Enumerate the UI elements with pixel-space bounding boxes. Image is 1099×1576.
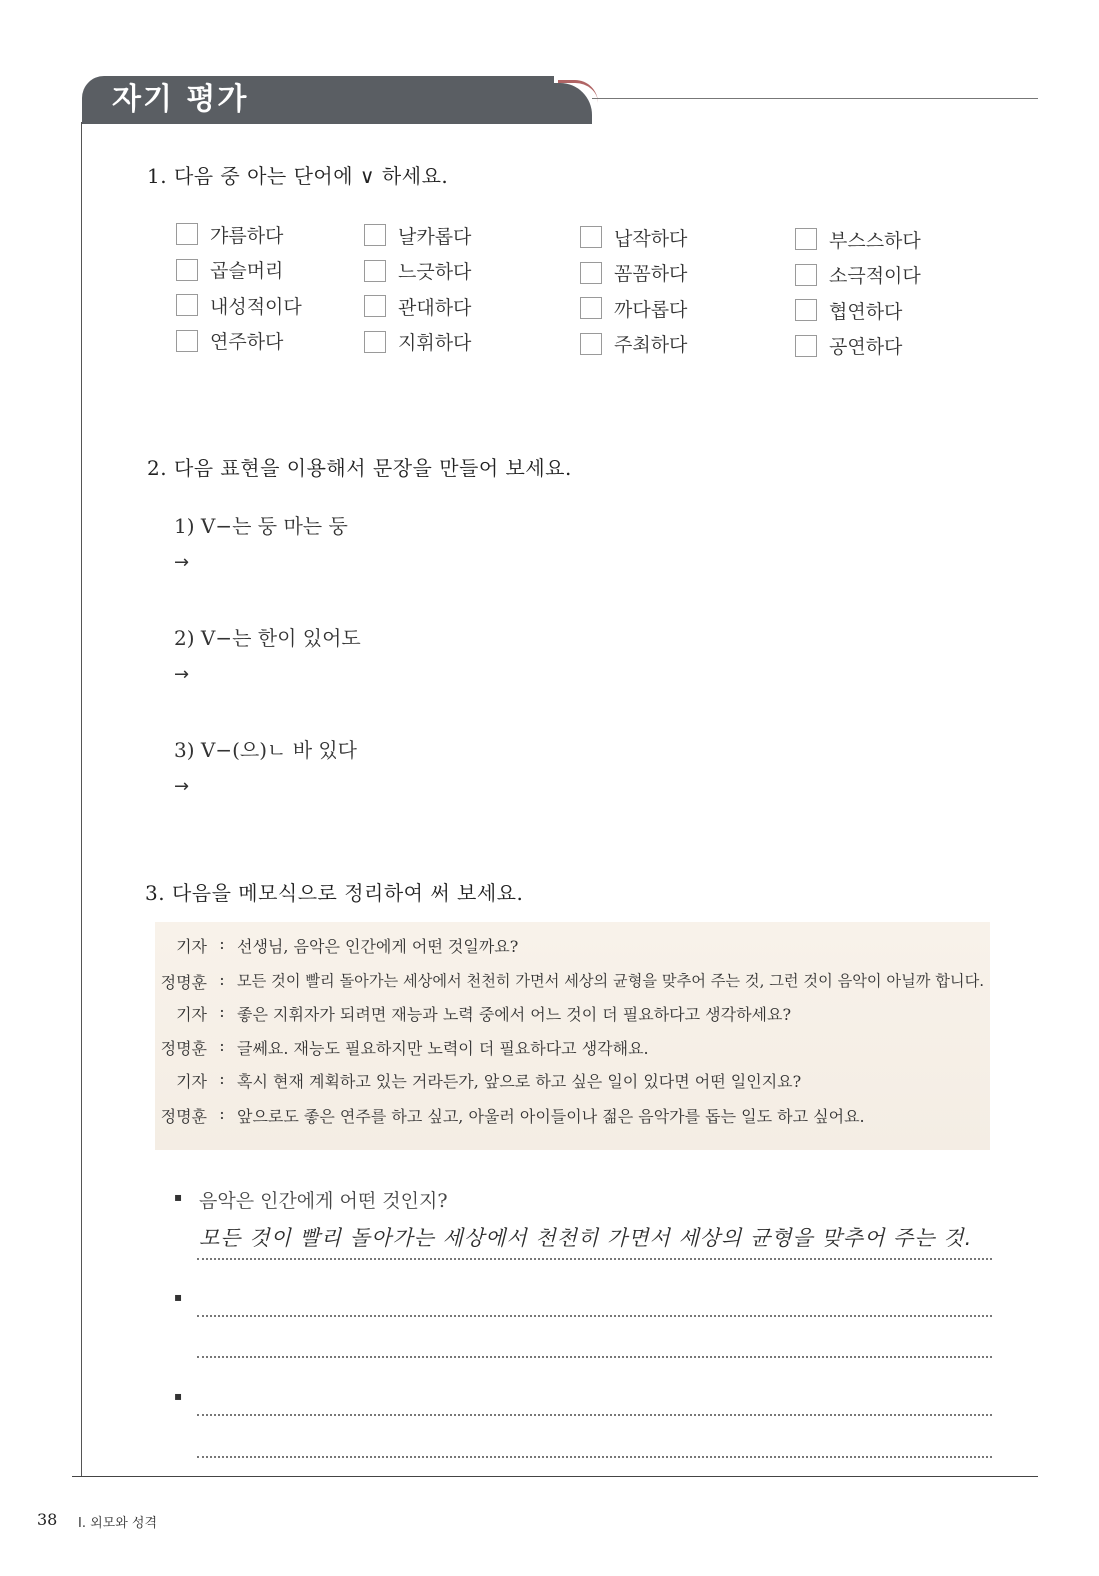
interview-dialogue-box [155, 922, 990, 1150]
checkbox[interactable] [795, 264, 817, 286]
word-label: 꼼꼼하다 [614, 263, 688, 285]
arrow-icon: → [174, 664, 190, 685]
word-option[interactable] [176, 219, 302, 249]
expression-3: 3) V−(으)ㄴ 바 있다 [174, 738, 358, 762]
colon: : [219, 1002, 225, 1021]
word-option[interactable] [580, 293, 687, 323]
word-option[interactable] [580, 222, 687, 252]
word-column-2 [364, 220, 471, 357]
speaker-name: 정명훈 [160, 973, 207, 992]
memo-line[interactable] [197, 1315, 992, 1317]
checkbox[interactable] [364, 331, 386, 353]
question-1-heading: 1. 다음 중 아는 단어에 ∨ 하세요. [147, 164, 449, 188]
left-margin-rule [81, 122, 82, 1477]
word-label: 협연하다 [829, 300, 903, 323]
page-number: 38 [37, 1510, 58, 1529]
dialogue-text: 글쎄요. 재능도 필요하지만 노력이 더 필요하다고 생각해요. [237, 1039, 649, 1058]
word-label: 곱슬머리 [210, 260, 284, 282]
expression-2: 2) V−는 한이 있어도 [174, 626, 361, 650]
checkbox[interactable] [580, 262, 602, 284]
word-option[interactable] [176, 326, 302, 356]
speaker-name: 기자 [176, 937, 207, 956]
word-option[interactable] [580, 329, 687, 359]
checkbox[interactable] [176, 330, 198, 352]
word-label: 납작하다 [614, 227, 688, 250]
arrow-icon: → [174, 552, 190, 573]
colon: : [219, 934, 225, 953]
word-option[interactable] [795, 224, 921, 254]
memo-line[interactable] [197, 1356, 992, 1358]
bullet-icon: ▪ [174, 1389, 183, 1403]
dialogue-text: 혹시 현재 계획하고 있는 거라든가, 앞으로 하고 싶은 일이 있다면 어떤 일인지요? [237, 1072, 802, 1091]
word-label: 관대하다 [398, 296, 472, 319]
bottom-rule [72, 1476, 1038, 1477]
checkbox[interactable] [795, 335, 817, 357]
checkbox[interactable] [580, 333, 602, 355]
dialogue-line [155, 934, 518, 957]
dialogue-text: 모든 것이 빨리 돌아가는 세상에서 천천히 가면서 세상의 균형을 맞추어 주는 것, 그런 것이 음악이 아닐까 합니다. [237, 972, 985, 990]
dialogue-text: 좋은 지휘자가 되려면 재능과 노력 중에서 어느 것이 더 필요하다고 생각하세요? [237, 1005, 792, 1024]
memo-answer-handwritten[interactable]: 모든 것이 빨리 돌아가는 세상에서 천천히 가면서 세상의 균형을 맞추어 주는 것. [199, 1226, 973, 1250]
checkbox[interactable] [364, 260, 386, 282]
memo-line[interactable] [197, 1456, 992, 1458]
speaker-name: 기자 [176, 1005, 207, 1024]
dialogue-text: 앞으로도 좋은 연주를 하고 싶고, 아울러 아이들이나 젊은 음악가를 돕는 일도 하고 싶어요. [237, 1107, 865, 1126]
dialogue-text: 선생님, 음악은 인간에게 어떤 것일까요? [237, 937, 519, 956]
word-label: 날카롭다 [398, 225, 472, 248]
word-option[interactable] [580, 258, 687, 288]
word-option[interactable] [795, 331, 921, 361]
word-option[interactable] [364, 291, 471, 321]
word-option[interactable] [176, 290, 302, 320]
dialogue-line [155, 1036, 649, 1059]
checkbox[interactable] [580, 297, 602, 319]
word-label: 내성적이다 [210, 295, 302, 318]
colon: : [219, 1069, 225, 1088]
checkbox[interactable] [795, 228, 817, 250]
bullet-icon: ▪ [174, 1290, 183, 1304]
word-column-4 [795, 224, 921, 361]
word-label: 느긋하다 [398, 261, 472, 283]
word-option[interactable] [795, 260, 921, 290]
checkbox[interactable] [580, 226, 602, 248]
dialogue-line [155, 1069, 801, 1092]
word-option[interactable] [364, 220, 471, 250]
word-label: 연주하다 [210, 331, 284, 353]
word-label: 소극적이다 [829, 265, 921, 287]
word-label: 공연하다 [829, 336, 903, 358]
word-label: 갸름하다 [210, 224, 284, 247]
memo-question: 음악은 인간에게 어떤 것인지? [199, 1190, 448, 1212]
word-column-3 [580, 222, 687, 359]
word-column-1 [176, 219, 302, 356]
question-3-heading: 3. 다음을 메모식으로 정리하여 써 보세요. [145, 881, 524, 905]
arrow-icon: → [174, 776, 190, 797]
checkbox[interactable] [364, 295, 386, 317]
word-label: 까다롭다 [614, 298, 688, 321]
word-label: 부스스하다 [829, 229, 921, 252]
header-divider [592, 98, 1038, 99]
dialogue-line [155, 1104, 865, 1127]
expression-1: 1) V−는 둥 마는 둥 [174, 514, 348, 538]
page-title: 자기 평가 [112, 82, 249, 117]
word-label: 주최하다 [614, 334, 688, 356]
chapter-label: Ⅰ. 외모와 성격 [78, 1516, 158, 1531]
bullet-icon: ▪ [174, 1190, 183, 1204]
speaker-name: 기자 [176, 1072, 207, 1091]
word-option[interactable] [795, 295, 921, 325]
question-2-heading: 2. 다음 표현을 이용해서 문장을 만들어 보세요. [147, 456, 572, 480]
word-option[interactable] [364, 256, 471, 286]
dialogue-line [155, 1002, 791, 1025]
checkbox[interactable] [176, 294, 198, 316]
word-option[interactable] [176, 255, 302, 285]
checkbox[interactable] [795, 299, 817, 321]
checkbox[interactable] [176, 259, 198, 281]
memo-line[interactable] [197, 1258, 992, 1260]
speaker-name: 정명훈 [160, 1107, 207, 1126]
word-label: 지휘하다 [398, 332, 472, 354]
memo-line[interactable] [197, 1414, 992, 1416]
colon: : [219, 970, 225, 989]
dialogue-line [155, 970, 984, 993]
colon: : [219, 1036, 225, 1055]
speaker-name: 정명훈 [160, 1039, 207, 1058]
word-option[interactable] [364, 327, 471, 357]
checkbox[interactable] [364, 224, 386, 246]
colon: : [219, 1104, 225, 1123]
checkbox[interactable] [176, 223, 198, 245]
header-tab-curl-edge [558, 80, 598, 103]
